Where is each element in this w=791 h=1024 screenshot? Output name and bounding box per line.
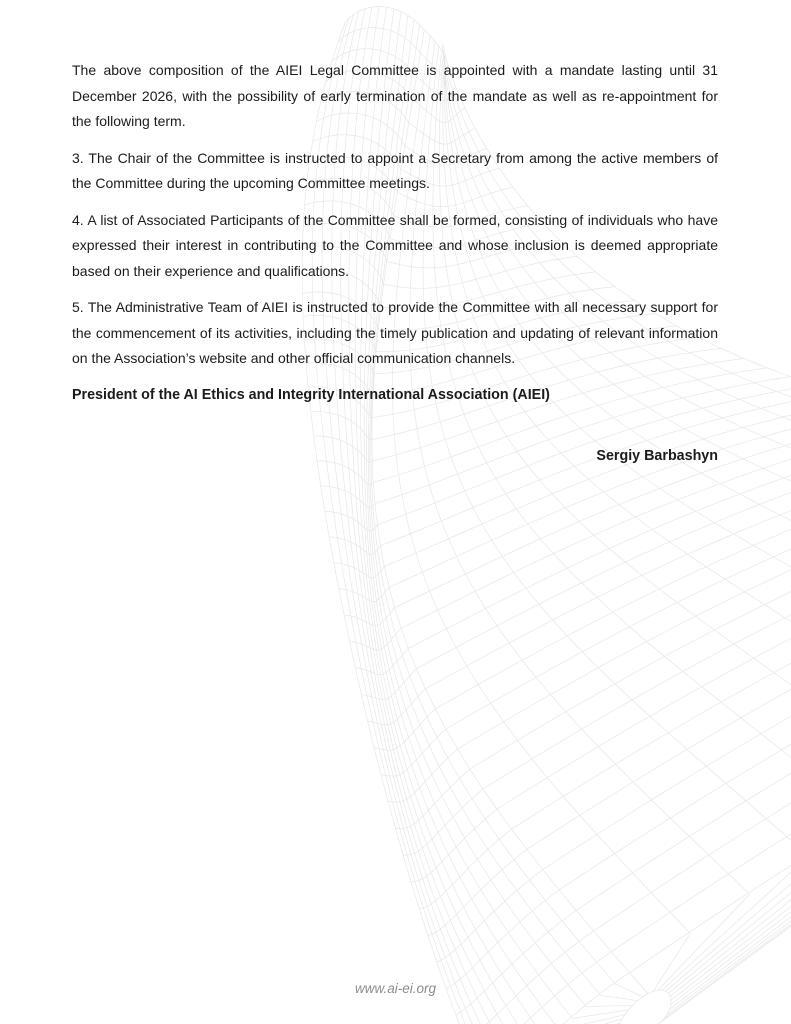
paragraph-mandate-term: The above composition of the AIEI Legal Committee is appointed with a mandate lasting until 31 December 2026, with the possibility of early termination of the mandate as well as re-appointment for the following term.: [72, 62, 718, 129]
paragraph-item-3-chair-secretary: 3. The Chair of the Committee is instructed to appoint a Secretary from among the active members of the Committee during the upcoming Committee meetings.: [72, 149, 718, 191]
paragraph-item-4-associated-participants: 4. A list of Associated Participants of the Committee shall be formed, consisting of individuals who have expressed their interest in contributing to the Committee and whose inclusion is deemed appropriate based on their experience and qualifications.: [72, 211, 718, 279]
website-url: www.ai-ei.org: [354, 981, 437, 996]
paragraph-item-5-admin-support: 5. The Administrative Team of AIEI is instructed to provide the Committee with all necessary support for the commencement of its activities, including the timely publication and updating of relevant information on the Association’s website and other official communication channels.: [72, 299, 718, 366]
document-body: [0, 0, 791, 470]
signatory-title: President of the AI Ethics and Integrity International Association (AIEI): [72, 386, 550, 403]
page-footer: [0, 981, 791, 996]
signatory-name: Sergiy Barbashyn: [596, 448, 718, 464]
